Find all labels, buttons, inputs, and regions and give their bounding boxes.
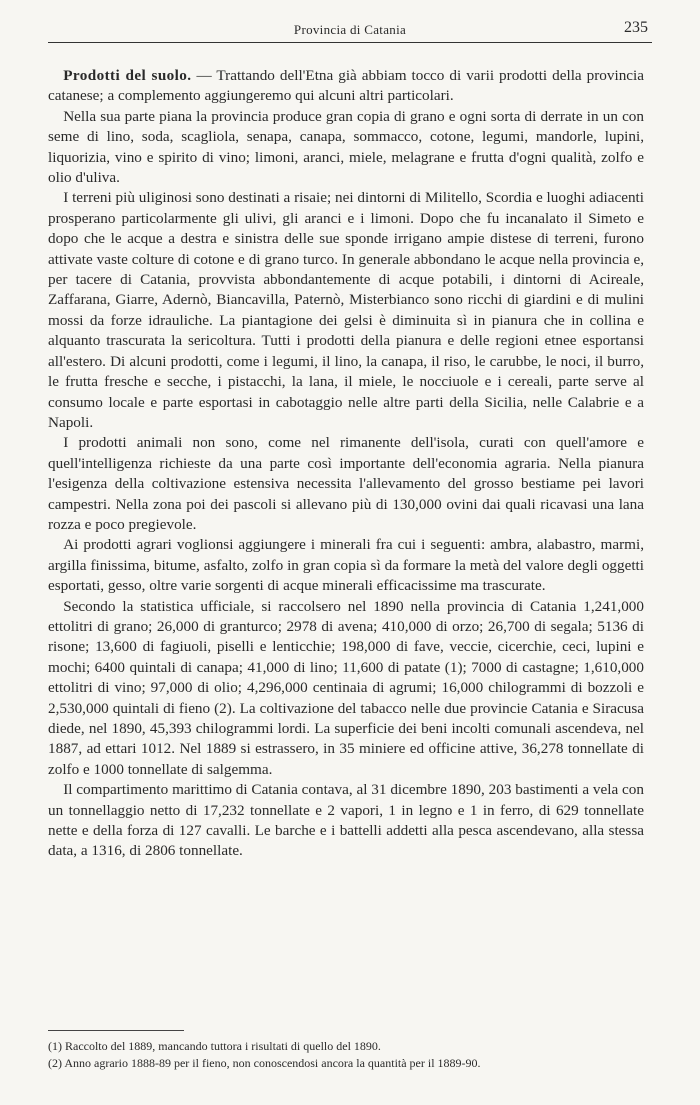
paragraph [48,433,644,535]
paragraph [48,780,644,862]
footnotes [48,1038,644,1072]
paragraph-text: I terreni più uliginosi sono destinati a risaie; nei dintorni di Militello, Scordia e luoghi adiacenti prosperano particolarmente gli ulivi, gli aranci e i limoni. Dopo che fu incanalato il Simeto e dopo che le acque a destra e sinistra delle sue sponde irrigano ampie distese di terreni, furono attivate vaste colture di cotone e di grano turco. In generale abbondano le acque nella provincia e, per tacere di Catania, provvista abbondantemente di acque potabili, i dintorni di Acireale, Zaffarana, Giarre, Adernò, Biancavilla, Paternò, Misterbianco sono ricchi di giardini e di mulini mossi da forze idrauliche. La piantagione dei gelsi è diminuita sì in pianura che in collina e alquanto trascurata la sericoltura. Tutti i prodotti della pianura e delle regioni etnee esportansi all'estero. Di alcuni prodotti, come i legumi, il lino, la canapa, il riso, le carubbe, le noci, il burro, le frutta fresche e secche, i pistacchi, la lana, il miele, le nocciuole e i cereali, parte serve al consumo locale e parte esportasi in cabotaggio nelle altre parti della Sicilia, nelle Calabrie e a Napoli. [48,189,644,431]
paragraph-text: I prodotti animali non sono, come nel rimanente dell'isola, curati con quell'amore e quell'intelligenza richieste da una parte così importante dell'economia agraria. Nella pianura l'esigenza della coltivazione estensiva necessita l'allevamento del grosso bestiame pei lavori campestri. Nella zona poi dei pascoli si allevano più di 130,000 ovini dai quali ricavasi una lana rozza e poco pregievole. [48,434,644,533]
paragraph-text: Ai prodotti agrari voglionsi aggiungere i minerali fra cui i seguenti: ambra, alabastro, marmi, argilla finissima, bitume, asfalto, zolfo in gran copia sì da formare la metà del valore degli oggetti esportati, gesso, oltre varie sorgenti di acque minerali efficacissime ma trascurate. [48,536,644,595]
running-title: Provincia di Catania [293,22,407,37]
page-number: 235 [624,19,648,36]
paragraph-text: Nella sua parte piana la provincia produce gran copia di grano e ogni sorta di derrate in un con seme di lino, soda, scagliola, senapa, canapa, sommacco, cotone, legumi, mandorle, lupini, liquorizia, vino e spirito di vino; limoni, aranci, miele, melagrane e frutta d'ogni qualità, zolfo e olio d'uliva. [48,107,644,187]
paragraph [48,535,644,596]
paragraph [48,597,644,781]
page-header [48,18,652,43]
body-text [48,66,644,862]
paragraph-text: Secondo la statistica ufficiale, si raccolsero nel 1890 nella provincia di Catania 1,241,000 ettolitri di grano; 26,000 di granturco; 2978 di avena; 410,000 di orzo; 26,700 di segala; 5136 di risone; 13,600 di fagiuoli, piselli e lenticchie; 198,000 di fave, veccie, cicerchie, ceci, lupini e mochi; 6400 quintali di canapa; 41,000 di lino; 11,600 di patate (1); 7000 di castagne; 1,610,000 ettolitri di vino; 97,000 di olio; 4,296,000 centinaia di agrumi; 16,000 chilogrammi di bozzoli e 2,530,000 quintali di fieno (2). La coltivazione del tabacco nelle due provincie Catania e Siracusa diede, nel 1890, 45,393 chilogrammi lordi. La superficie dei beni incolti comunali ascendeva, nel 1887, ad ettari 1012. Nel 1889 si estrassero, in 35 miniere ed officine attive, 36,278 tonnellate di zolfo e 1000 tonnellate di salgemma. [48,597,644,778]
footnote: (2) Anno agrario 1888-89 per il fieno, non conoscendosi ancora la quantità per il 1889-90. [48,1056,481,1070]
paragraph [48,66,644,107]
paragraph-text: Il compartimento marittimo di Catania contava, al 31 dicembre 1890, 203 bastimenti a vela con un tonnellaggio netto di 17,232 tonnellate e 2 vapori, 1 in legno e 1 in ferro, di 629 tonnellate nette e della forza di 127 cavalli. Le barche e i battelli addetti alla pesca ascendevano, alla stessa data, a 1316, di 2806 tonnellate. [48,781,644,860]
paragraph-text: — Trattando dell'Etna già abbiam tocco di varii prodotti della provincia catanese; a complemento aggiungeremo qui alcuni altri particolari. [48,67,645,105]
footnote-divider [48,1030,184,1031]
footnote: (1) Raccolto del 1889, mancando tuttora i risultati di quello del 1890. [48,1039,381,1053]
paragraph [48,188,644,433]
section-lead: Prodotti del suolo. [63,67,192,84]
paragraph [48,107,644,189]
